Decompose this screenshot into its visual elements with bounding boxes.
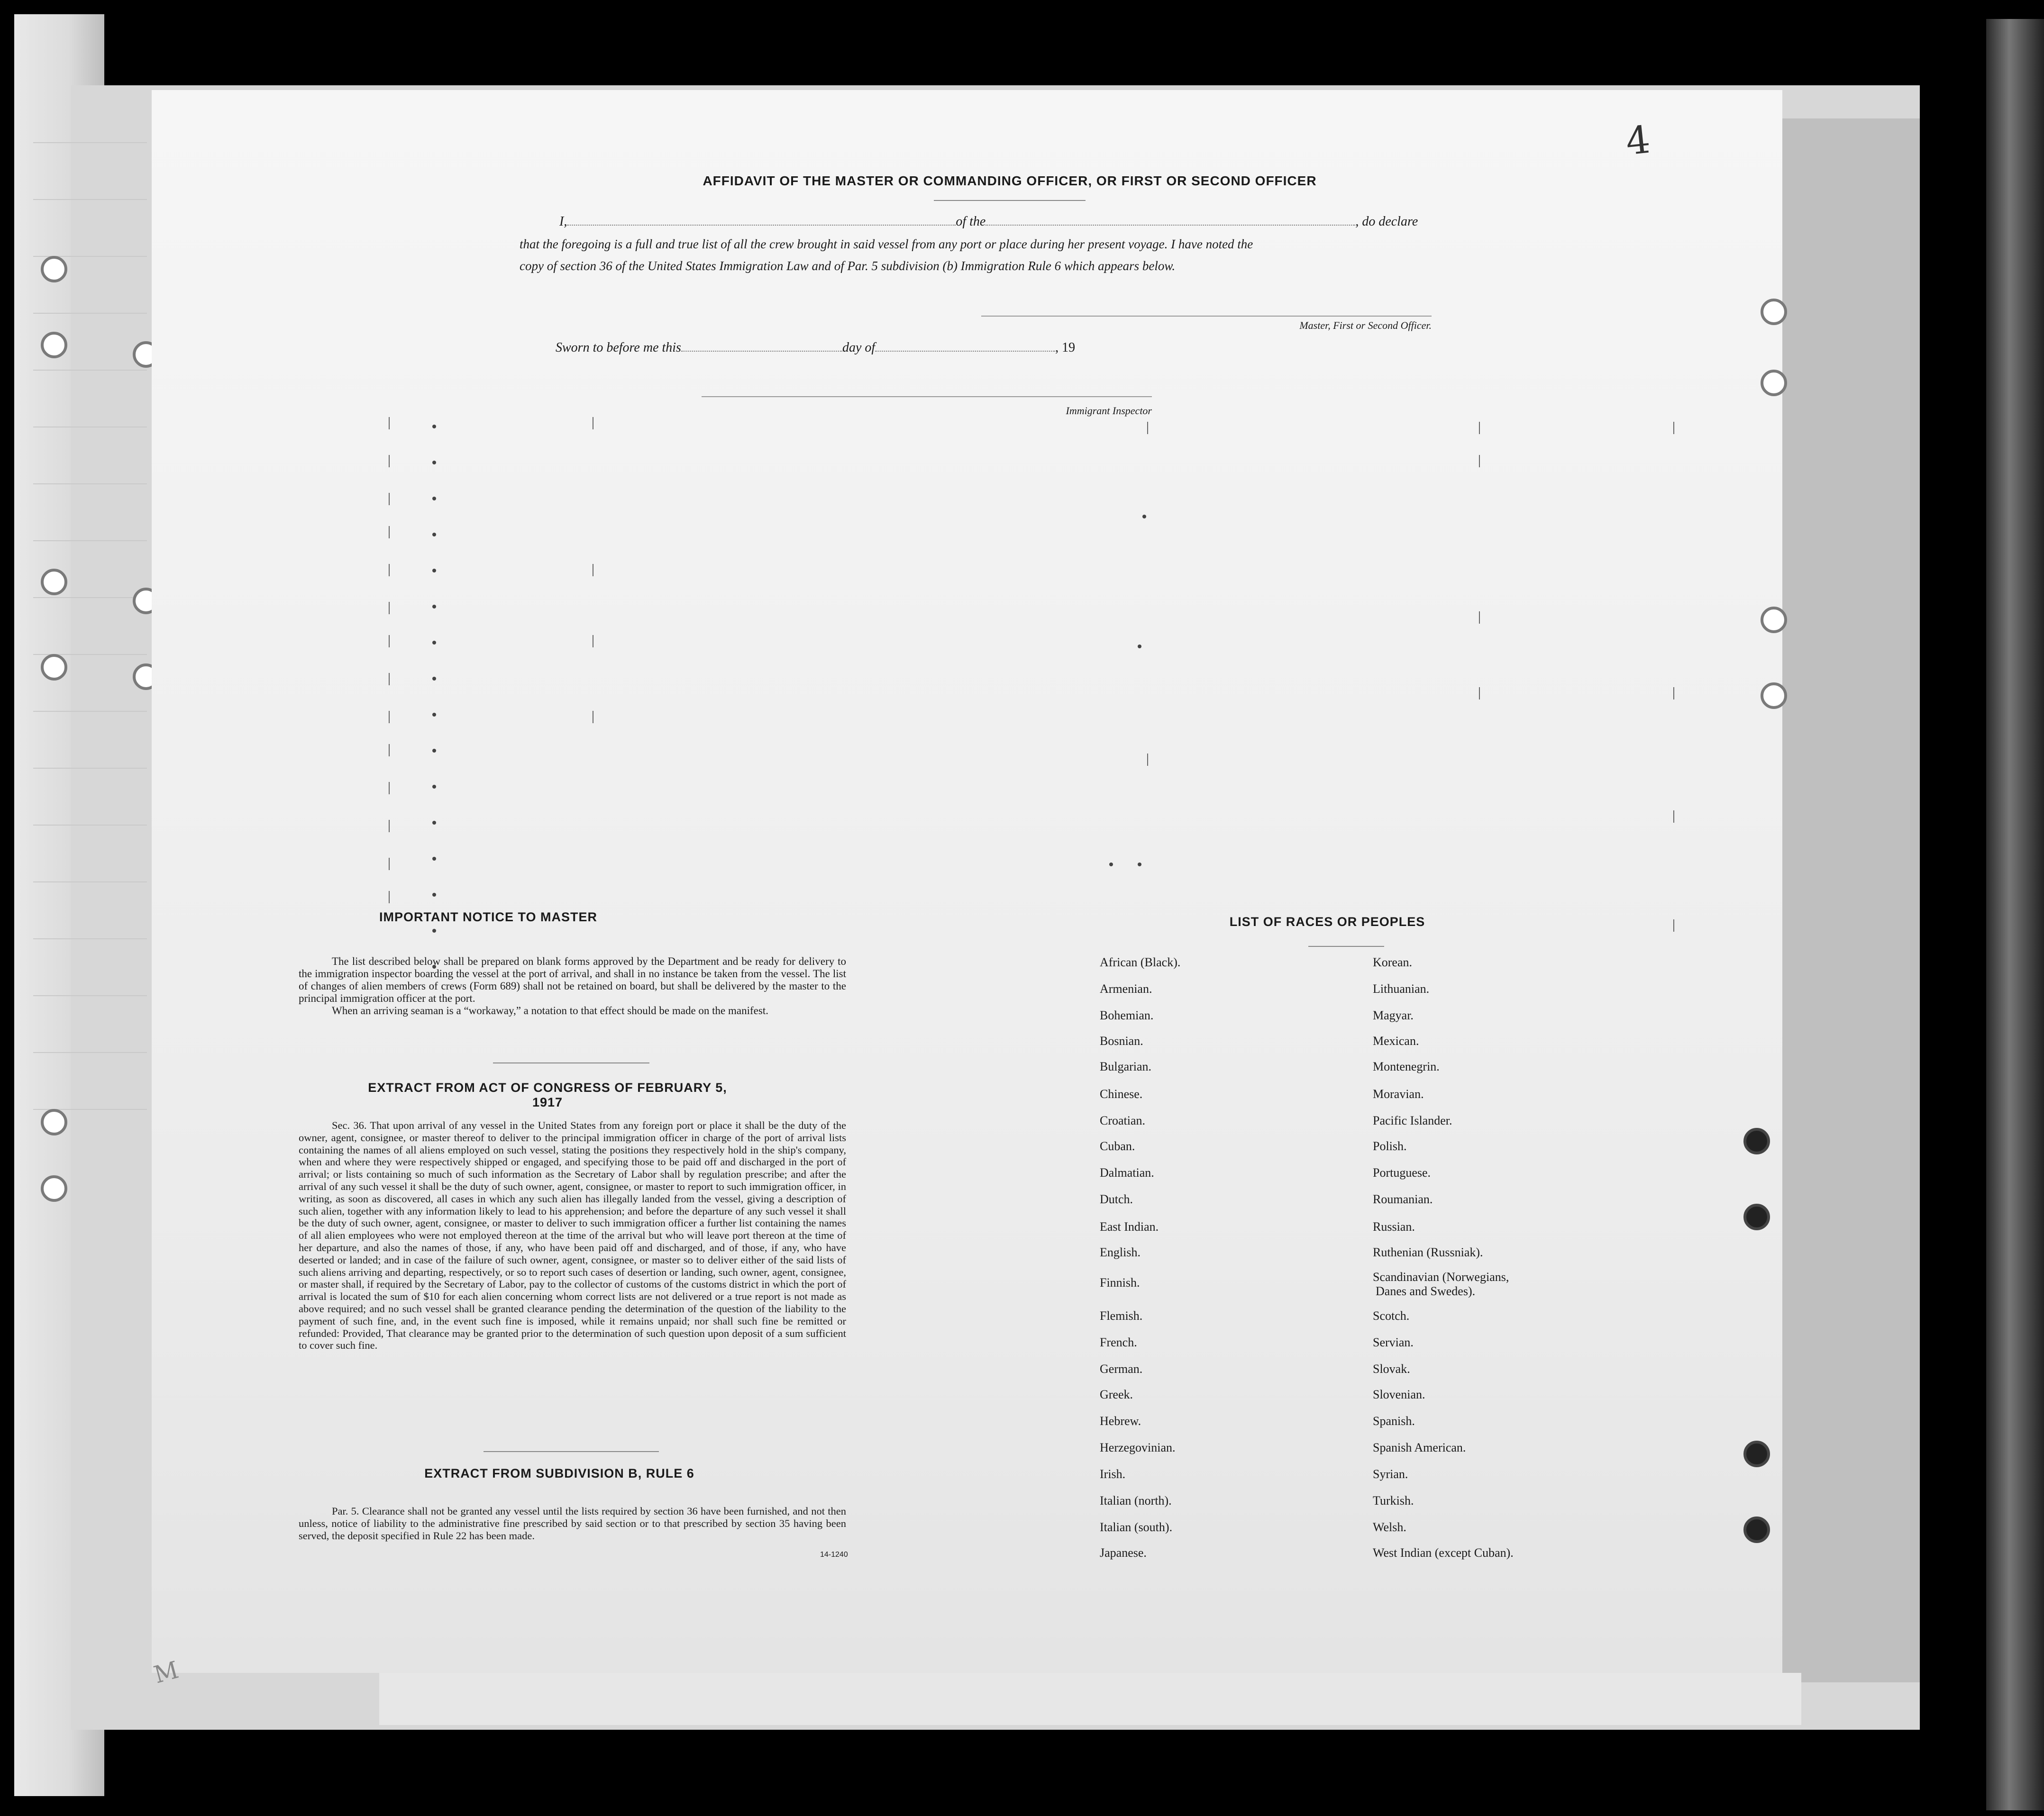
race-item: Mexican. — [1373, 1034, 1419, 1048]
race-item: Spanish American. — [1373, 1441, 1466, 1454]
sworn-line — [556, 340, 1219, 355]
page-hole-icon — [1743, 1128, 1770, 1154]
race-item: Spanish. — [1373, 1414, 1415, 1428]
margin-note: M — [151, 1656, 182, 1689]
sworn-year: , 19 — [1055, 340, 1076, 355]
race-item: German. — [1100, 1362, 1143, 1376]
race-right-continuation: Danes and Swedes). — [1376, 1284, 1476, 1298]
race-item: Bosnian. — [1100, 1034, 1143, 1048]
page-bottom-strip — [379, 1673, 1801, 1725]
notice-paragraph-2: When an arriving seaman is a “workaway,” a notation to that effect should be made on the manifest. — [332, 1005, 768, 1017]
affidavit-line-3: copy of section 36 of the United States Immigration Law and of Par. 5 subdivision (b) Immigration Rule 6 which appears below. — [520, 259, 1176, 273]
race-item: Russian. — [1373, 1220, 1415, 1234]
race-item: Pacific Islander. — [1373, 1114, 1452, 1127]
affidavit-line-2: that the foregoing is a full and true list of all the crew brought in said vessel from any port or place during her present voyage. I have noted the — [520, 237, 1253, 251]
extract-rule-title: EXTRACT FROM SUBDIVISION B, RULE 6 — [424, 1466, 694, 1480]
race-item: Slovak. — [1373, 1362, 1410, 1376]
master-name-field[interactable] — [567, 225, 956, 226]
affidavit-line1-mid: of the — [956, 214, 986, 229]
race-item: Polish. — [1373, 1139, 1407, 1153]
sworn-day-field[interactable] — [681, 351, 842, 352]
race-item: Japanese. — [1100, 1546, 1147, 1560]
sworn-month-field[interactable] — [875, 351, 1055, 352]
race-item: Bulgarian. — [1100, 1060, 1152, 1073]
page-hole-icon — [1761, 370, 1787, 396]
race-item: Hebrew. — [1100, 1414, 1141, 1428]
race-item: Flemish. — [1100, 1309, 1143, 1323]
affidavit-title: AFFIDAVIT OF THE MASTER OR COMMANDING OFFICER, OR FIRST OR SECOND OFFICER — [703, 173, 1317, 188]
inspector-label: Immigrant Inspector — [1066, 405, 1152, 417]
race-item: Dalmatian. — [1100, 1166, 1154, 1180]
race-item: Welsh. — [1373, 1520, 1406, 1534]
race-item: Moravian. — [1373, 1087, 1424, 1101]
page-hole-icon — [1761, 607, 1787, 633]
race-item: Irish. — [1100, 1467, 1126, 1481]
master-signature-label: Master, First or Second Officer. — [1299, 319, 1432, 331]
race-item: Scandinavian (Norwegians, — [1373, 1270, 1509, 1284]
master-signature-line[interactable] — [981, 316, 1432, 317]
notice-paragraph-1: The list described below shall be prepared on blank forms approved by the Department and be ready for delivery to the immigration inspector boarding the vessel at the port of arrival, and shall in no instance be taken from the vessel. The list of changes of alien members of crews (Form 689) shall not be retained on board, but shall be delivered by the master to the principal immigration officer at the port. — [299, 955, 846, 1004]
race-item: Greek. — [1100, 1388, 1133, 1401]
race-item: Turkish. — [1373, 1494, 1414, 1507]
binder-hole-icon — [41, 332, 67, 358]
race-item: Syrian. — [1373, 1467, 1408, 1481]
sworn-start: Sworn to before me this — [556, 340, 681, 355]
race-item: Finnish. — [1100, 1276, 1140, 1289]
extract-act-text: Sec. 36. That upon arrival of any vessel in the United States from any foreign port or place it shall be the duty of the owner, agent, consignee, or master thereof to deliver to the principal immigration officer in charge of the port of arrival lists containing the names of all aliens employed on such vessel, stating the positions they respectively hold in the ship's company, when and where they were respectively shipped or engaged, and specifying those to be paid off and discharged in the port of arrival; or lists containing so much of such information as the Secretary of Labor shall by regulation prescribe; and after the arrival of any such vessel it shall be the duty of such owner, agent, consignee, or master to report to such immigration officer, in writing, as soon as discovered, all cases in which any such alien has illegally landed from the vessel, giving a description of such alien, together with any information likely to lead to his apprehension; and before the departure of any such vessel it shall be the duty of such owner, agent, consignee, or master to deliver to such immigration officer a further list containing the names of all alien employees who were not employed thereon at the time of the arrival but who will leave port thereon at the time of her departure, and also the names of those, if any, who have been paid off and discharged, and of those, if any, who have deserted or landed; and in case of the failure of such owner, agent, consignee, or master so to deliver either of the said lists of such aliens arriving and departing, respectively, or so to report such cases of desertion or landing, such owner, agent, consignee, or master shall, if required by the Secretary of Labor, pay to the collector of customs of the customs district in which the port of arrival is located the sum of $10 for each alien concerning whom correct lists are not delivered or a true report is not made as above required; and no such vessel shall be granted clearance pending the determination of the question of the liability to the payment of such fine, and, in the event such fine is imposed, while it remains unpaid; nor shall such fine be remitted or refunded: Provided, That clearance may be granted prior to the determination of such question upon deposit of a sum sufficient to cover such fine. — [299, 1119, 846, 1352]
binder-hole-icon — [41, 256, 67, 282]
race-item: Italian (north). — [1100, 1494, 1172, 1507]
race-item: African (Black). — [1100, 955, 1181, 969]
race-item: East Indian. — [1100, 1220, 1159, 1234]
notice-body — [299, 955, 846, 1017]
race-item: Slovenian. — [1373, 1388, 1425, 1401]
race-item: Scotch. — [1373, 1309, 1410, 1323]
race-item: Chinese. — [1100, 1087, 1143, 1101]
race-item: Korean. — [1373, 955, 1413, 969]
affidavit-line1-start: I, — [559, 214, 567, 229]
race-item: Italian (south). — [1100, 1520, 1173, 1534]
race-item: Montenegrin. — [1373, 1060, 1440, 1073]
extract-rule-text: Par. 5. Clearance shall not be granted any vessel until the lists required by section 36 have been furnished, and not then unless, notice of liability to the administrative fine prescribed by said section or to that prescribed by section 35 having been served, the deposit specified in Rule 22 has been made. — [299, 1505, 846, 1542]
binder-right-edge — [1986, 19, 2044, 1810]
race-item: Bohemian. — [1100, 1008, 1154, 1022]
extract-act-title: EXTRACT FROM ACT OF CONGRESS OF FEBRUARY 5, 1917 — [368, 1081, 727, 1109]
vessel-name-field[interactable] — [986, 225, 1355, 226]
page-hole-icon — [1761, 299, 1787, 325]
affidavit-line-1 — [559, 214, 1593, 229]
underlying-sheet-edge — [1778, 118, 1920, 1682]
race-item: French. — [1100, 1335, 1137, 1349]
race-item: Portuguese. — [1373, 1166, 1431, 1180]
binder-hole-icon — [41, 1109, 67, 1135]
inspector-signature-line[interactable] — [702, 396, 1152, 397]
manifest-page — [152, 90, 1782, 1673]
race-item: Dutch. — [1100, 1192, 1133, 1206]
handwritten-page-mark: 4 — [1624, 117, 1652, 164]
race-item: Roumanian. — [1373, 1192, 1433, 1206]
binder-hole-icon — [41, 654, 67, 681]
race-item: English. — [1100, 1245, 1141, 1259]
race-item: West Indian (except Cuban). — [1373, 1546, 1514, 1560]
race-item: Magyar. — [1373, 1008, 1414, 1022]
page-hole-icon — [1761, 682, 1787, 709]
notice-title: IMPORTANT NOTICE TO MASTER — [379, 910, 597, 924]
form-number: 14-1240 — [820, 1551, 848, 1559]
race-item: Croatian. — [1100, 1114, 1146, 1127]
races-title: LIST OF RACES OR PEOPLES — [1229, 915, 1425, 929]
sworn-mid: day of — [842, 340, 876, 355]
binder-hole-icon — [41, 569, 67, 595]
page-hole-icon — [1743, 1204, 1770, 1230]
race-item: Cuban. — [1100, 1139, 1135, 1153]
binder-hole-icon — [41, 1175, 67, 1202]
affidavit-line1-end: , do declare — [1355, 214, 1418, 229]
page-hole-icon — [1743, 1516, 1770, 1543]
page-hole-icon — [1743, 1441, 1770, 1467]
race-item: Servian. — [1373, 1335, 1414, 1349]
race-item: Ruthenian (Russniak). — [1373, 1245, 1483, 1259]
race-item: Armenian. — [1100, 982, 1152, 996]
race-item: Lithuanian. — [1373, 982, 1430, 996]
race-item: Herzegovinian. — [1100, 1441, 1176, 1454]
